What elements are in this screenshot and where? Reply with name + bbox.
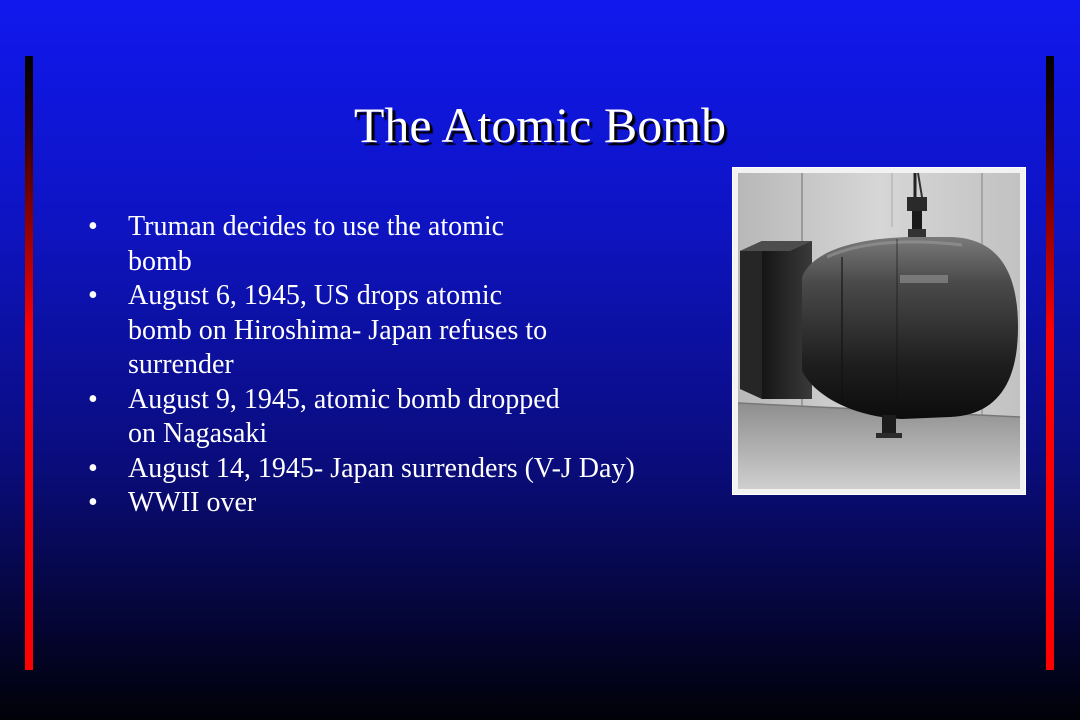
bullet-text-line: August 14, 1945- Japan surrenders (V-J Day) [128, 452, 635, 484]
bullet-text-line: surrender [128, 349, 234, 380]
bullet-dot: • [88, 383, 98, 415]
bullet-text-line: WWII over [128, 487, 257, 518]
bullet-text-line: Truman decides to use the atomic [128, 211, 505, 242]
slide-title: The Atomic Bomb [353, 97, 727, 153]
bullet-dot: • [88, 280, 98, 311]
bullet-text-line: August 9, 1945, atomic bomb dropped [128, 383, 560, 415]
bullet-list [88, 210, 635, 521]
bullet-item [88, 279, 635, 383]
bullet-text-line: bomb on Hiroshima- Japan refuses to [128, 314, 548, 346]
atomic-bomb-photo [732, 167, 1026, 495]
bullet-item [88, 452, 635, 487]
bullet-dot: • [88, 487, 98, 518]
bullet-dot: • [88, 211, 98, 242]
bullet-item [88, 383, 635, 452]
bullet-text-line: bomb [128, 245, 192, 277]
bullet-text-line: August 6, 1945, US drops atomic [128, 280, 503, 311]
bullet-item [88, 210, 635, 279]
bullet-text-line: on Nagasaki [128, 418, 268, 449]
bullet-dot: • [88, 452, 98, 484]
bullet-item [88, 486, 635, 521]
